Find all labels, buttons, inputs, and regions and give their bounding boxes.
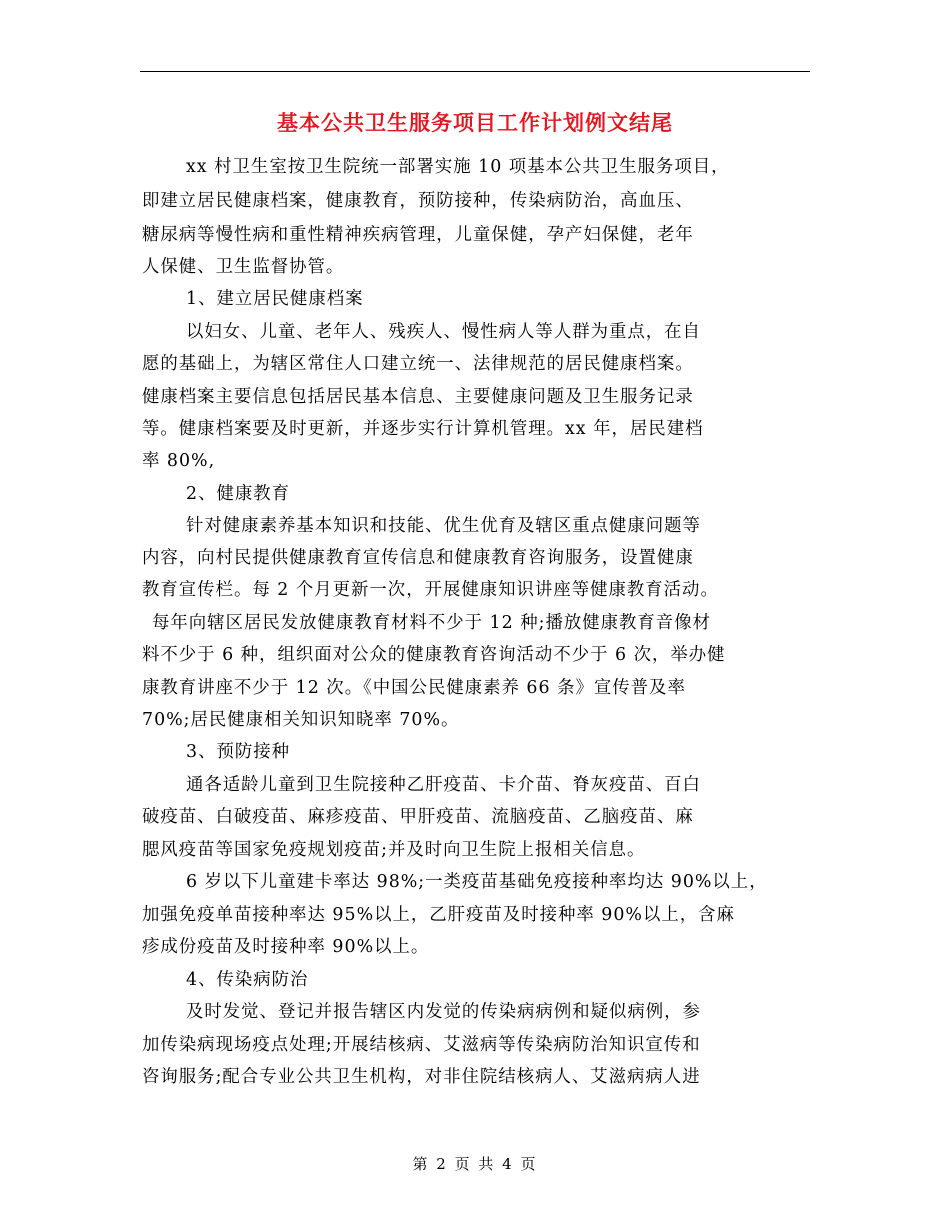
body-line: 以妇女、儿童、老年人、残疾人、慢性病人等人群为重点，在自 (186, 322, 701, 342)
body-line: 等。健康档案要及时更新，并逐步实行计算机管理。xx 年，居民建档 (142, 419, 704, 439)
section-heading: 1、建立居民健康档案 (186, 289, 364, 309)
body-line: 针对健康素养基本知识和技能、优生优育及辖区重点健康问题等 (186, 516, 701, 536)
body-line: 6 岁以下儿童建卡率达 98%;一类疫苗基础免疫接种率均达 90%以上， (186, 872, 768, 892)
body-line: 教育宣传栏。每 2 个月更新一次，开展健康知识讲座等健康教育活动。 (142, 580, 719, 600)
body-line: 70%;居民健康相关知识知晓率 70%。 (142, 710, 460, 730)
body-line: 人保健、卫生监督协管。 (142, 257, 345, 277)
body-line: 健康档案主要信息包括居民基本信息、主要健康问题及卫生服务记录 (142, 387, 694, 407)
body-line: 加强免疫单苗接种率达 95%以上，乙肝疫苗及时接种率 90%以上，含麻 (142, 905, 735, 925)
page-footer: 第 2 页 共 4 页 (412, 1155, 538, 1173)
body-line: 疹成份疫苗及时接种率 90%以上。 (142, 937, 430, 957)
body-line: 破疫苗、白破疫苗、麻疹疫苗、甲肝疫苗、流脑疫苗、乙脑疫苗、麻 (142, 807, 694, 827)
body-line: 即建立居民健康档案，健康教育，预防接种，传染病防治，高血压、 (142, 191, 694, 211)
body-line: 糖尿病等慢性病和重性精神疾病管理，儿童保健，孕产妇保健，老年 (142, 225, 694, 245)
body-line: 及时发觉、登记并报告辖区内发觉的传染病病例和疑似病例，参 (186, 1002, 701, 1022)
body-line: 愿的基础上，为辖区常住人口建立统一、法律规范的居民健康档案。 (142, 354, 694, 374)
body-line: 率 80%, (142, 451, 216, 471)
body-line: 康教育讲座不少于 12 次。《中国公民健康素养 66 条》宣传普及率 (142, 678, 686, 698)
body-line: 料不少于 6 种，组织面对公众的健康教育咨询活动不少于 6 次，举办健 (142, 645, 726, 665)
body-line: 咨询服务;配合专业公共卫生机构，对非住院结核病人、艾滋病病人进 (142, 1067, 701, 1087)
section-heading: 2、健康教育 (186, 484, 291, 504)
header-rule (140, 71, 810, 72)
section-heading: 3、预防接种 (186, 742, 291, 762)
section-heading: 4、传染病防治 (186, 970, 309, 990)
body-line: 腮风疫苗等国家免疫规划疫苗;并及时向卫生院上报相关信息。 (142, 840, 646, 860)
body-line: 通各适龄儿童到卫生院接种乙肝疫苗、卡介苗、脊灰疫苗、百白 (186, 775, 701, 795)
document-title: 基本公共卫生服务项目工作计划例文结尾 (277, 110, 673, 135)
body-line: 加传染病现场疫点处理;开展结核病、艾滋病等传染病防治知识宣传和 (142, 1035, 701, 1055)
body-line: xx 村卫生室按卫生院统一部署实施 10 项基本公共卫生服务项目， (186, 157, 730, 177)
body-line: 每年向辖区居民发放健康教育材料不少于 12 种;播放健康教育音像材 (152, 613, 711, 633)
body-line: 内容，向村民提供健康教育宣传信息和健康教育咨询服务，设置健康 (142, 548, 694, 568)
